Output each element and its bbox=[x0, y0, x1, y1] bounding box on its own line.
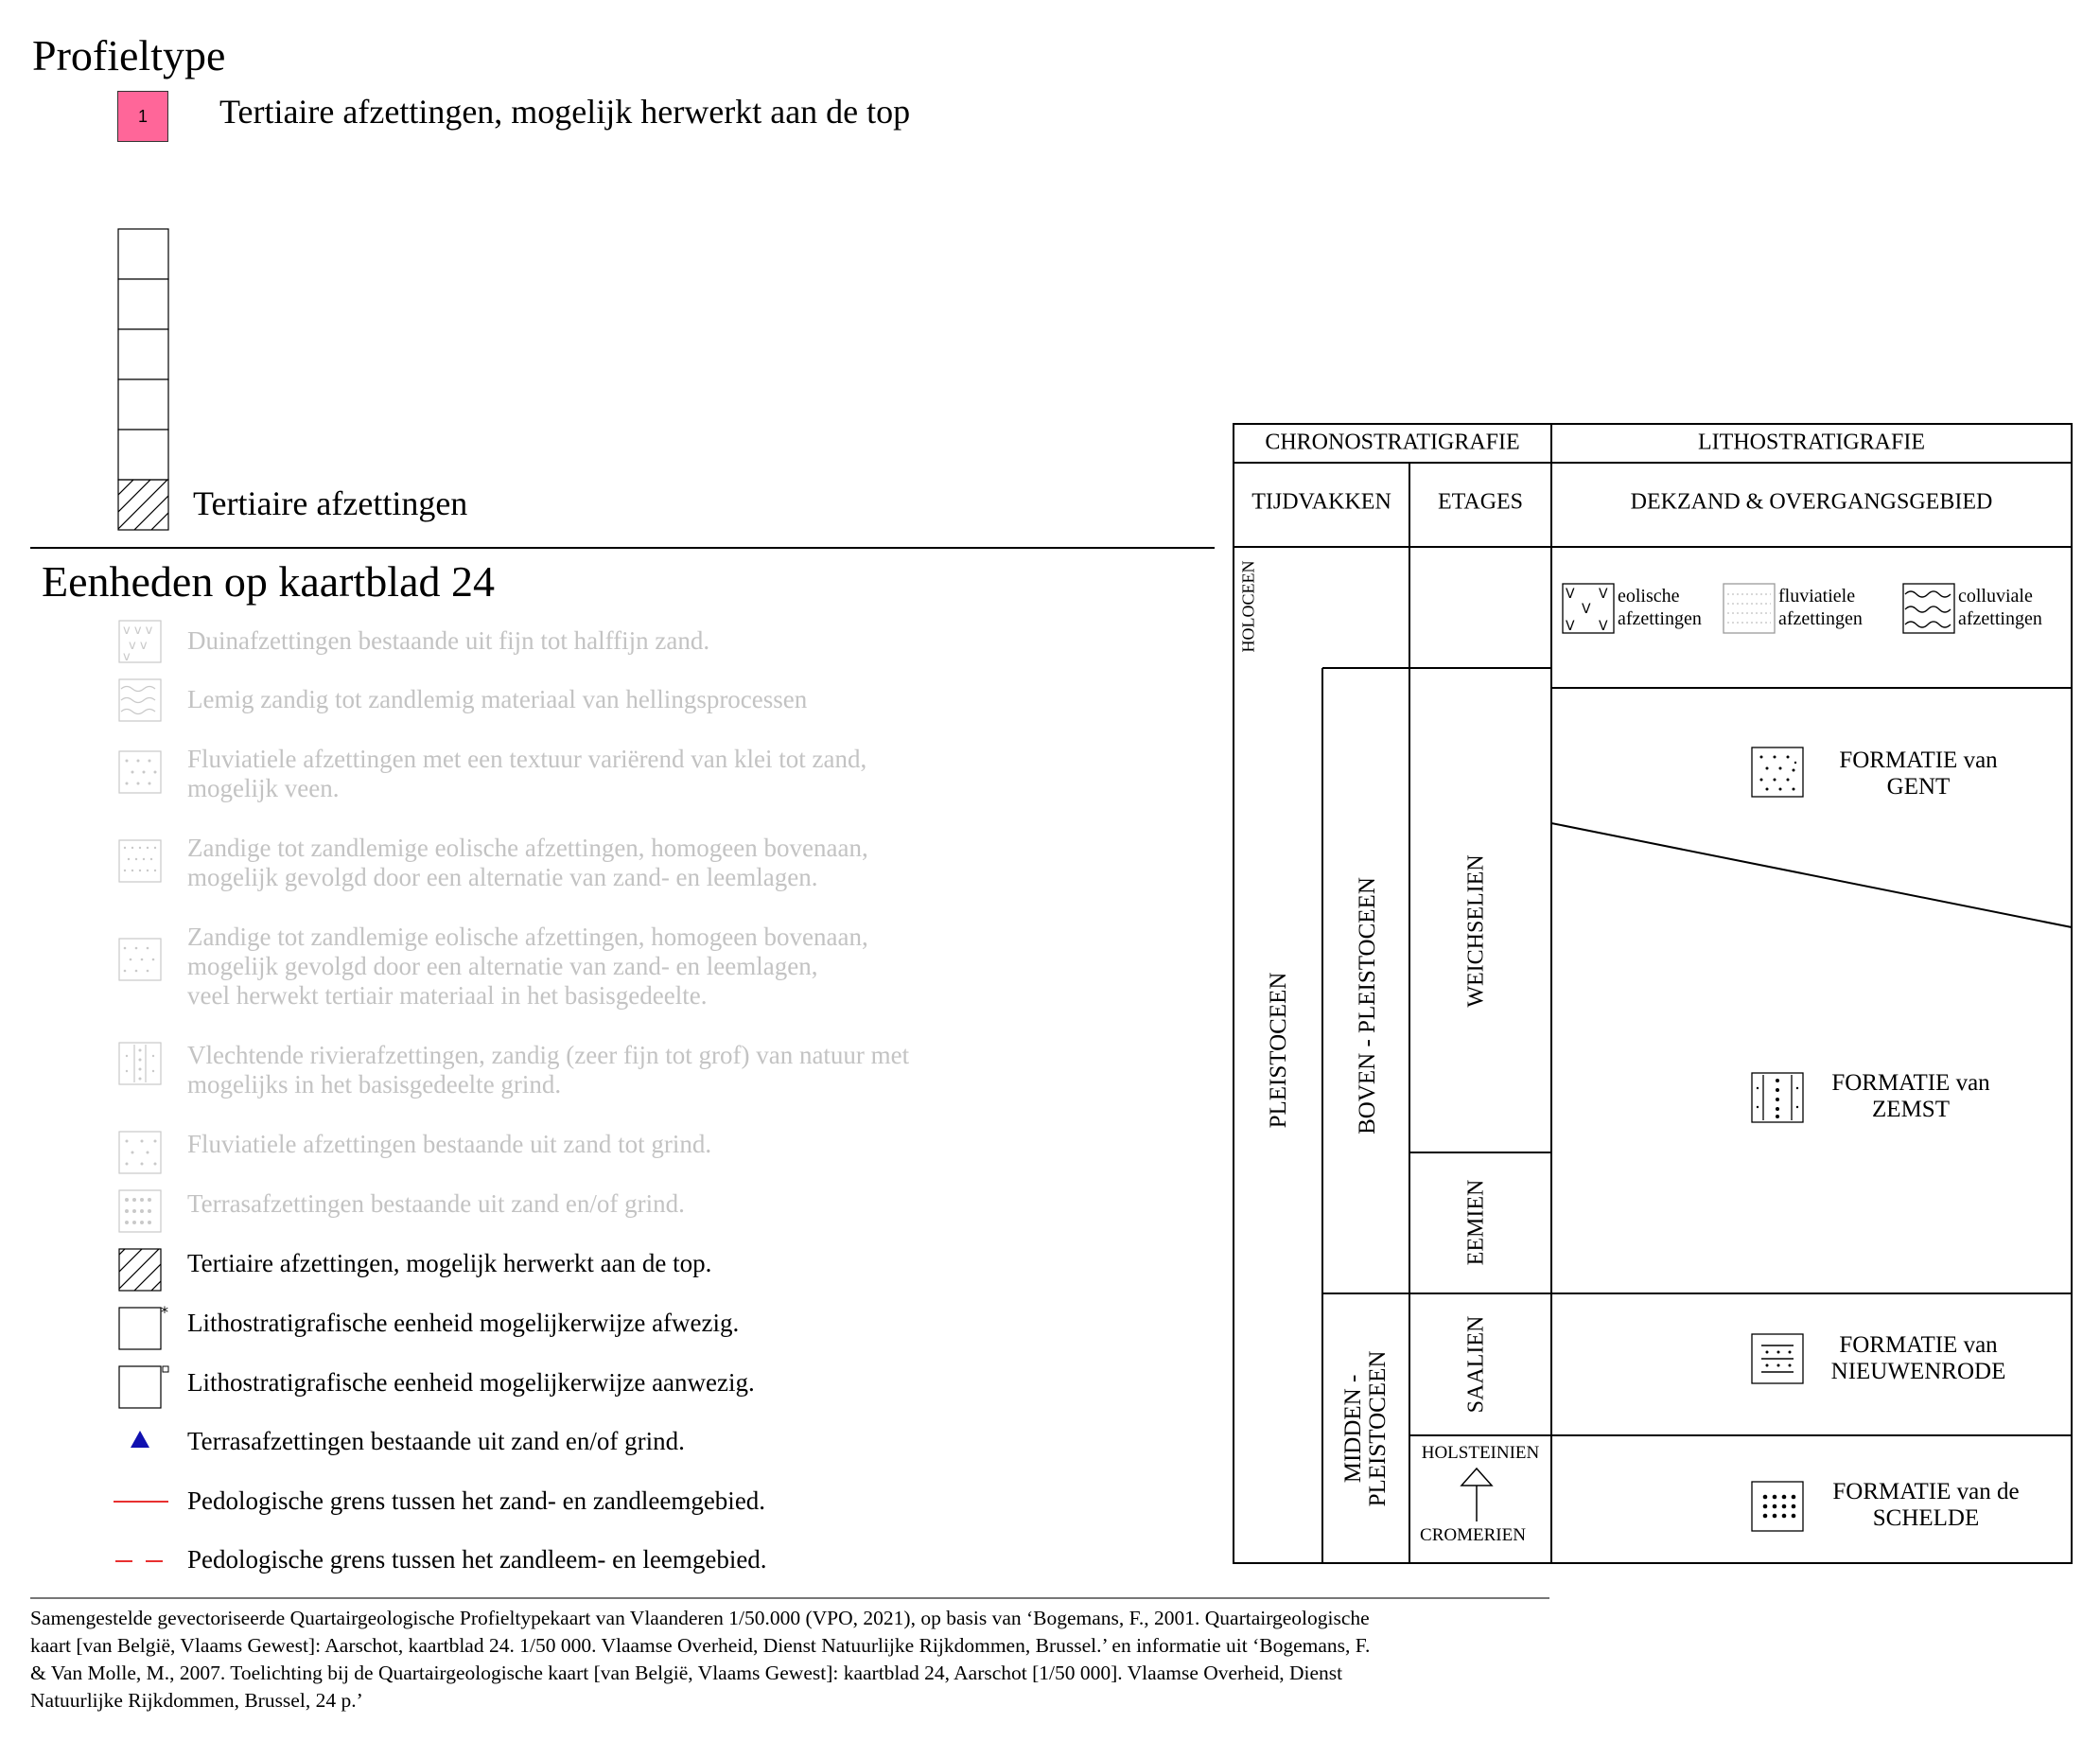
legend-item-10: Lithostratigrafische eenheid mogelijkerwijze afwezig. bbox=[187, 1309, 740, 1337]
svg-text:v v: v v bbox=[129, 639, 148, 653]
eemien-label: EEMIEN bbox=[1463, 1179, 1489, 1266]
legend-item-14: Pedologische grens tussen het zandleem- en leemgebied. bbox=[187, 1545, 767, 1574]
svg-text:V: V bbox=[1566, 587, 1575, 602]
cromerien-label: CROMERIEN bbox=[1420, 1525, 1526, 1545]
holocene-colluvial-label: colluviale afzettingen bbox=[1958, 586, 2042, 629]
svg-text:V: V bbox=[1582, 602, 1591, 617]
formation-nieuwenrode-label: FORMATIE van NIEUWENRODE bbox=[1830, 1332, 2006, 1384]
profile-type-code: 1 bbox=[137, 107, 148, 126]
profile-column-label: Tertiaire afzettingen bbox=[193, 484, 468, 522]
legend-item-8: Terrasafzettingen bestaande uit zand en/of grind. bbox=[187, 1189, 685, 1218]
legend-item-3: Fluviatiele afzettingen met een textuur variërend van klei tot zand, mogelijk veen. bbox=[187, 745, 867, 802]
holocene-eolian-label: eolische afzettingen bbox=[1618, 586, 1702, 629]
footer-source-note: Samengestelde gevectoriseerde Quartairgeologische Profieltypekaart van Vlaanderen 1/50.000 (VPO, 2021), op basis van ‘Bogemans, F., 2001. Quartairgeologische kaart [van België, Vlaams Gewest]: Aarschot, kaartblad 24. 1/50 000. Vlaamse Overheid, Dienst Natuurlijke Rijkdommen, Brussel.’ en informatie uit ‘Bogemans, F. & Van Molle, M., 2007. Toelichting bij de Quartairgeologische kaart [van België, Vlaams Gewest]: kaartblad 24, Aarschot [1/50 000]. Vlaamse Overheid, Dienst Natuurlijke Rijkdommen, Brussel, 24 p.’ bbox=[30, 1607, 1371, 1712]
holsteinien-label: HOLSTEINIEN bbox=[1421, 1443, 1540, 1463]
svg-text:v: v bbox=[123, 650, 131, 664]
gent-dot-pattern-icon bbox=[1752, 747, 1803, 797]
holocene-fluvial-label: fluviatiele afzettingen bbox=[1778, 586, 1863, 629]
formation-zemst-label: FORMATIE van ZEMST bbox=[1831, 1070, 1990, 1122]
etages-header: ETAGES bbox=[1437, 489, 1524, 515]
legend-item-5: Zandige tot zandlemige eolische afzettingen, homogeen bovenaan, mogelijk gevolgd door een alternatie van zand- en leemlagen, veel herwekt tertiair materiaal in het basisgedeelte. bbox=[187, 923, 868, 1010]
svg-text:v v v: v v v bbox=[123, 624, 153, 638]
holoceen-label: HOLOCEEN bbox=[1238, 560, 1258, 653]
svg-text:V: V bbox=[1566, 619, 1575, 634]
dekzand-header: DEKZAND & OVERGANGSGEBIED bbox=[1630, 489, 1993, 515]
midden-pleistoceen-label: MIDDEN - PLEISTOCEEN bbox=[1340, 1350, 1391, 1507]
fluvial-dotted-pattern-icon bbox=[1724, 584, 1775, 633]
legend-item-4: Zandige tot zandlemige eolische afzettingen, homogeen bovenaan, mogelijk gevolgd door een alternatie van zand- en leemlagen. bbox=[187, 834, 868, 891]
legend-item-11: Lithostratigrafische eenheid mogelijkerwijze aanwezig. bbox=[187, 1368, 755, 1397]
footer-divider bbox=[30, 1597, 1549, 1599]
legend-item-13: Pedologische grens tussen het zand- en zandleemgebied. bbox=[187, 1486, 766, 1515]
eenheden-title: Eenheden op kaartblad 24 bbox=[42, 557, 495, 606]
svg-text:*: * bbox=[161, 1303, 168, 1321]
litho-header: LITHOSTRATIGRAFIE bbox=[1698, 430, 1925, 455]
svg-text:V: V bbox=[1599, 587, 1608, 602]
legend-item-1: Duinafzettingen bestaande uit fijn tot halffijn zand. bbox=[187, 626, 710, 655]
profile-type-label: Tertiaire afzettingen, mogelijk herwerkt aan de top bbox=[219, 93, 911, 131]
chrono-header: CHRONOSTRATIGRAFIE bbox=[1265, 430, 1520, 455]
boven-pleistoceen-label: BOVEN - PLEISTOCEEN bbox=[1355, 877, 1380, 1134]
pleistoceen-label: PLEISTOCEEN bbox=[1266, 972, 1291, 1129]
formation-schelde-label: FORMATIE van de SCHELDE bbox=[1832, 1479, 2020, 1531]
legend-item-9: Tertiaire afzettingen, mogelijk herwerkt aan de top. bbox=[187, 1249, 712, 1277]
legend-item-2: Lemig zandig tot zandlemig materiaal van hellingsprocessen bbox=[187, 685, 808, 713]
profieltype-title: Profieltype bbox=[32, 31, 226, 79]
saalien-label: SAALIEN bbox=[1463, 1315, 1489, 1414]
formation-gent-label: FORMATIE van GENT bbox=[1839, 747, 1998, 800]
legend-item-6: Vlechtende rivierafzettingen, zandig (zeer fijn tot grof) van natuur met mogelijks in het basisgedeelte grind. bbox=[187, 1041, 910, 1099]
weichselien-label: WEICHSELIEN bbox=[1463, 854, 1489, 1008]
legend-item-12: Terrasafzettingen bestaande uit zand en/of grind. bbox=[187, 1427, 685, 1455]
tijdvakken-header: TIJDVAKKEN bbox=[1251, 489, 1391, 515]
legend-item-7: Fluviatiele afzettingen bestaande uit zand tot grind. bbox=[187, 1130, 712, 1158]
svg-text:V: V bbox=[1599, 619, 1608, 634]
